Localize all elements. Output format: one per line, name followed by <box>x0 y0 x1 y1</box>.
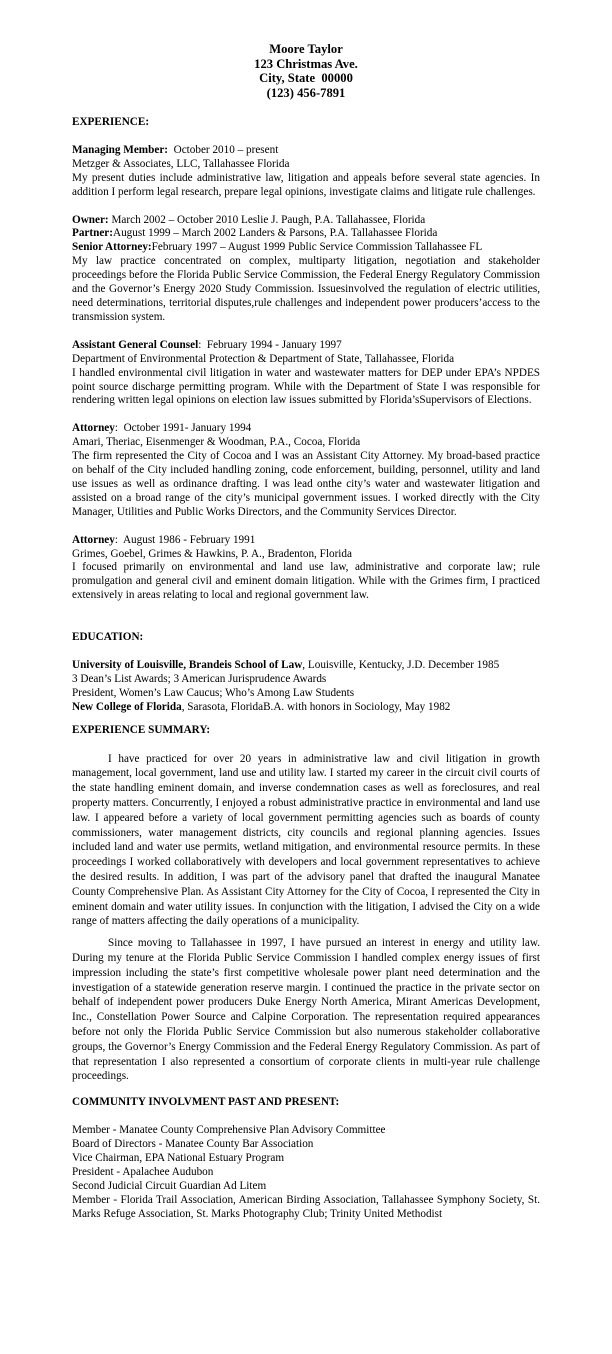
job-org: Department of Environmental Protection & Department of State, Tallahassee, Florida <box>72 352 455 365</box>
job-title: Managing Member: <box>72 143 169 156</box>
school-details: , Sarasota, FloridaB.A. with honors in Sociology, May 1982 <box>181 700 451 713</box>
education-list <box>72 659 540 715</box>
community-item: Member - Florida Trail Association, American Birding Association, Tallahassee Symphony Society, St. Marks Refuge Association, St. Marks Photography Club; Trinity United Methodist <box>72 1193 540 1220</box>
job-title: Assistant General Counsel <box>72 338 199 351</box>
job-dates: October 2010 – present <box>168 143 279 156</box>
job-owner-partner-senior <box>72 214 540 325</box>
job-dates: : October 1991- January 1994 <box>114 422 252 435</box>
job-org: Amari, Theriac, Eisenmenger & Woodman, P.A., Cocoa, Florida <box>72 436 361 449</box>
education-activities: President, Women’s Law Caucus; Who’s Among Law Students <box>72 686 355 699</box>
resume-page <box>72 42 540 1221</box>
job-title: Owner: <box>72 213 109 226</box>
community-item: Vice Chairman, EPA National Estuary Program <box>72 1151 285 1164</box>
job-title: Partner: <box>72 227 113 240</box>
education-honors: 3 Dean’s List Awards; 3 American Jurisprudence Awards <box>72 673 327 685</box>
community-item: President - Apalachee Audubon <box>72 1165 214 1178</box>
job-description: I focused primarily on environmental and land use law, administrative and corporate law; rule promulgation and general civil and eminent domain litigation. While with the Grimes firm, I practiced extensively in areas relating to local and regional government law. <box>72 561 540 602</box>
experience-heading: EXPERIENCE: <box>72 116 150 128</box>
community-item: Board of Directors - Manatee County Bar Association <box>72 1137 314 1150</box>
summary-heading: EXPERIENCE SUMMARY: <box>72 723 211 736</box>
job-description: The firm represented the City of Cocoa and I was an Assistant City Attorney. My broad-based practice on behalf of the City included handling zoning, code enforcement, building, personnel, utility and land use issues as well as ordinance drafting. I was lead onthe city’s water and wastewater litigation and assisted on a broad range of the city’s municipal government issues. I worked directly with the City Manager, Utilities and Public Works Directors, and the Community Services Director. <box>72 450 540 518</box>
job-title: Attorney <box>72 533 115 546</box>
school-name: New College of Florida <box>72 700 182 713</box>
job-title: Senior Attorney: <box>72 241 152 254</box>
job-dates: : August 1986 - February 1991 <box>114 533 256 546</box>
job-assistant-general-counsel <box>72 339 540 409</box>
job-dates: March 2002 – October 2010 Leslie J. Paugh, P.A. Tallahassee, Florida <box>108 213 426 226</box>
community-list <box>72 1124 540 1221</box>
job-org: Metzger & Associates, LLC, Tallahassee Florida <box>72 157 290 170</box>
job-managing-member <box>72 144 540 200</box>
job-description: My present duties include administrative law, litigation and appeals before several state agencies. In addition I perform legal research, prepare legal opinions, investigate claims and litigate rule challenges. <box>72 171 540 198</box>
education-heading: EDUCATION: <box>72 631 144 644</box>
school-name: University of Louisville, Brandeis School of Law <box>72 659 303 672</box>
job-org: Grimes, Goebel, Grimes & Hawkins, P. A., Bradenton, Florida <box>72 547 352 560</box>
resume-header <box>72 42 540 100</box>
phone-number: (123) 456-7891 <box>266 85 346 100</box>
city-state-zip: City, State 00000 <box>259 71 353 85</box>
job-description: I handled environmental civil litigation in water and wastewater matters for DEP under EPA’s NPDES point source discharge permitting program. While with the Department of State I was responsible for rendering written legal opinions on election law issues submitted by Florida’sSupervisors of Elections. <box>72 366 540 407</box>
summary-paragraph: Since moving to Tallahassee in 1997, I have pursued an interest in energy and utility law. During my tenure at the Florida Public Service Commission I handled complex energy issues of first impression including the state’s first competitive wholesale power plant need determination and the investigation of a statewide generation reserve margin. I continued the practice in the private sector on behalf of independent power producers Duke Energy North America, Mirant Americas Development, Inc., Constellation Power Source and Calpine Corporation. The representation required appearances before not only the Florida Public Service Commission but also numerous stakeholder collaborative groups, the Governor’s Energy Commission and the Federal Energy Regulatory Commission. As part of that representation I also represented a consortium of corporate clients in multi-year rule challenge proceedings. <box>72 937 540 1083</box>
job-dates: February 1997 – August 1999 Public Service Commission Tallahassee FL <box>151 241 483 254</box>
job-dates: August 1999 – March 2002 Landers & Parsons, P.A. Tallahassee Florida <box>113 227 438 240</box>
school-details: , Louisville, Kentucky, J.D. December 1985 <box>302 659 500 672</box>
community-item: Second Judicial Circuit Guardian Ad Litem <box>72 1179 267 1192</box>
community-item: Member - Manatee County Comprehensive Plan Advisory Committee <box>72 1124 386 1137</box>
community-heading: COMMUNITY INVOLVMENT PAST AND PRESENT: <box>72 1096 340 1109</box>
name: Moore Taylor <box>269 42 343 56</box>
street-address: 123 Christmas Ave. <box>254 56 358 71</box>
job-dates: : February 1994 - January 1997 <box>198 338 342 351</box>
job-title: Attorney <box>72 422 115 435</box>
summary-paragraph: I have practiced for over 20 years in administrative law and civil litigation in growth management, local government, land use and utility law. I started my career in the circuit civil courts of the state handling eminent domain, and inverse condemnation cases as well as foreclosures, and real property matters. Concurrently, I enjoyed a robust administrative practice in environmental and land use law. I appeared before a variety of local government permitting agencies such as boards of county commissioners, water management districts, city councils and regional planning agencies. Issues included land and water use permits, wetland mitigation, and environmental resource permits. In these proceedings I worked collaboratively with developers and local government representatives to achieve the desired results. In addition, I was part of the advisory panel that drafted the inaugural Manatee County Comprehensive Plan. As Assistant City Attorney for the City of Cocoa, I represented the City in eminent domain and water utility issues. In conjunction with the litigation, I advised the City on a wide range of matters affecting the daily operations of a municipality. <box>72 752 540 928</box>
job-attorney-cocoa <box>72 422 540 519</box>
job-description: My law practice concentrated on complex, multiparty litigation, negotiation and stakeholder proceedings before the Florida Public Service Commission, the Federal Energy Regulatory Commission and the Governor’s Energy 2020 Study Commission. Issuesinvolved the regulation of electric utilities, need determinations, territorial disputes,rule challenges and independent power producers’access to the transmission system. <box>72 255 540 323</box>
job-attorney-bradenton <box>72 534 540 604</box>
